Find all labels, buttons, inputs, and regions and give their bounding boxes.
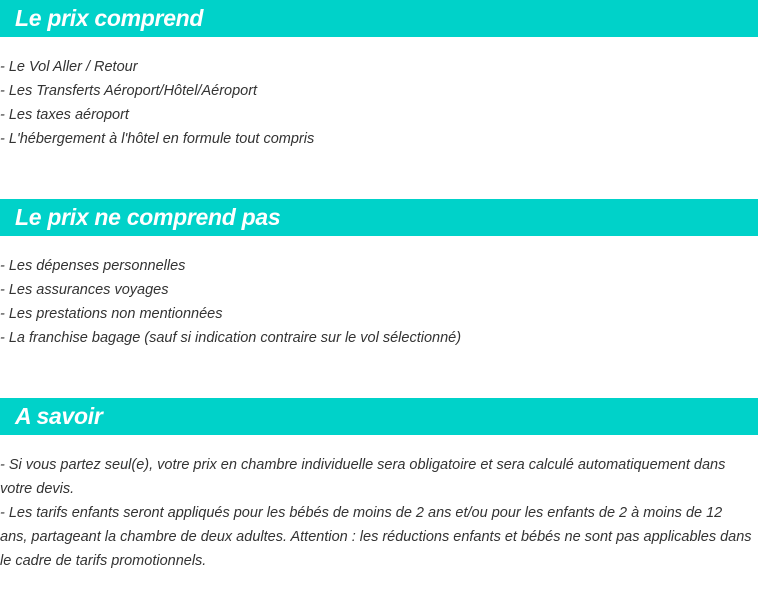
price-excludes-list bbox=[0, 236, 758, 350]
good-to-know-list bbox=[0, 435, 758, 573]
good-to-know-header bbox=[0, 398, 758, 435]
list-item: - Les Transferts Aéroport/Hôtel/Aéroport bbox=[0, 83, 258, 99]
list-item: - Le Vol Aller / Retour bbox=[0, 59, 138, 75]
list-item: - Les assurances voyages bbox=[0, 282, 169, 298]
list-item: - Les dépenses personnelles bbox=[0, 258, 186, 274]
price-excludes-header bbox=[0, 199, 758, 236]
list-item: - La franchise bagage (sauf si indication contraire sur le vol sélectionné) bbox=[0, 330, 462, 346]
good-to-know-section bbox=[0, 398, 758, 573]
list-item: - Les prestations non mentionnées bbox=[0, 306, 223, 322]
price-includes-title: Le prix comprend bbox=[15, 5, 204, 31]
price-excludes-section bbox=[0, 199, 758, 350]
price-includes-header bbox=[0, 0, 758, 37]
list-item: - Si vous partez seul(e), votre prix en chambre individuelle sera obligatoire et sera calculé automatiquement dans votre devis. bbox=[0, 457, 726, 497]
list-item: - Les tarifs enfants seront appliqués pour les bébés de moins de 2 ans et/ou pour les enfants de 2 à moins de 12 ans, partageant la chambre de deux adultes. Attention : les réductions enfants et bébés ne sont pas applicables dans le cadre de tarifs promotionnels. bbox=[0, 505, 752, 569]
list-item: - Les taxes aéroport bbox=[0, 107, 129, 123]
price-includes-section bbox=[0, 0, 758, 151]
price-excludes-title: Le prix ne comprend pas bbox=[15, 204, 281, 230]
good-to-know-title: A savoir bbox=[15, 403, 103, 429]
list-item: - L'hébergement à l'hôtel en formule tout compris bbox=[0, 131, 315, 147]
price-includes-list bbox=[0, 37, 758, 151]
